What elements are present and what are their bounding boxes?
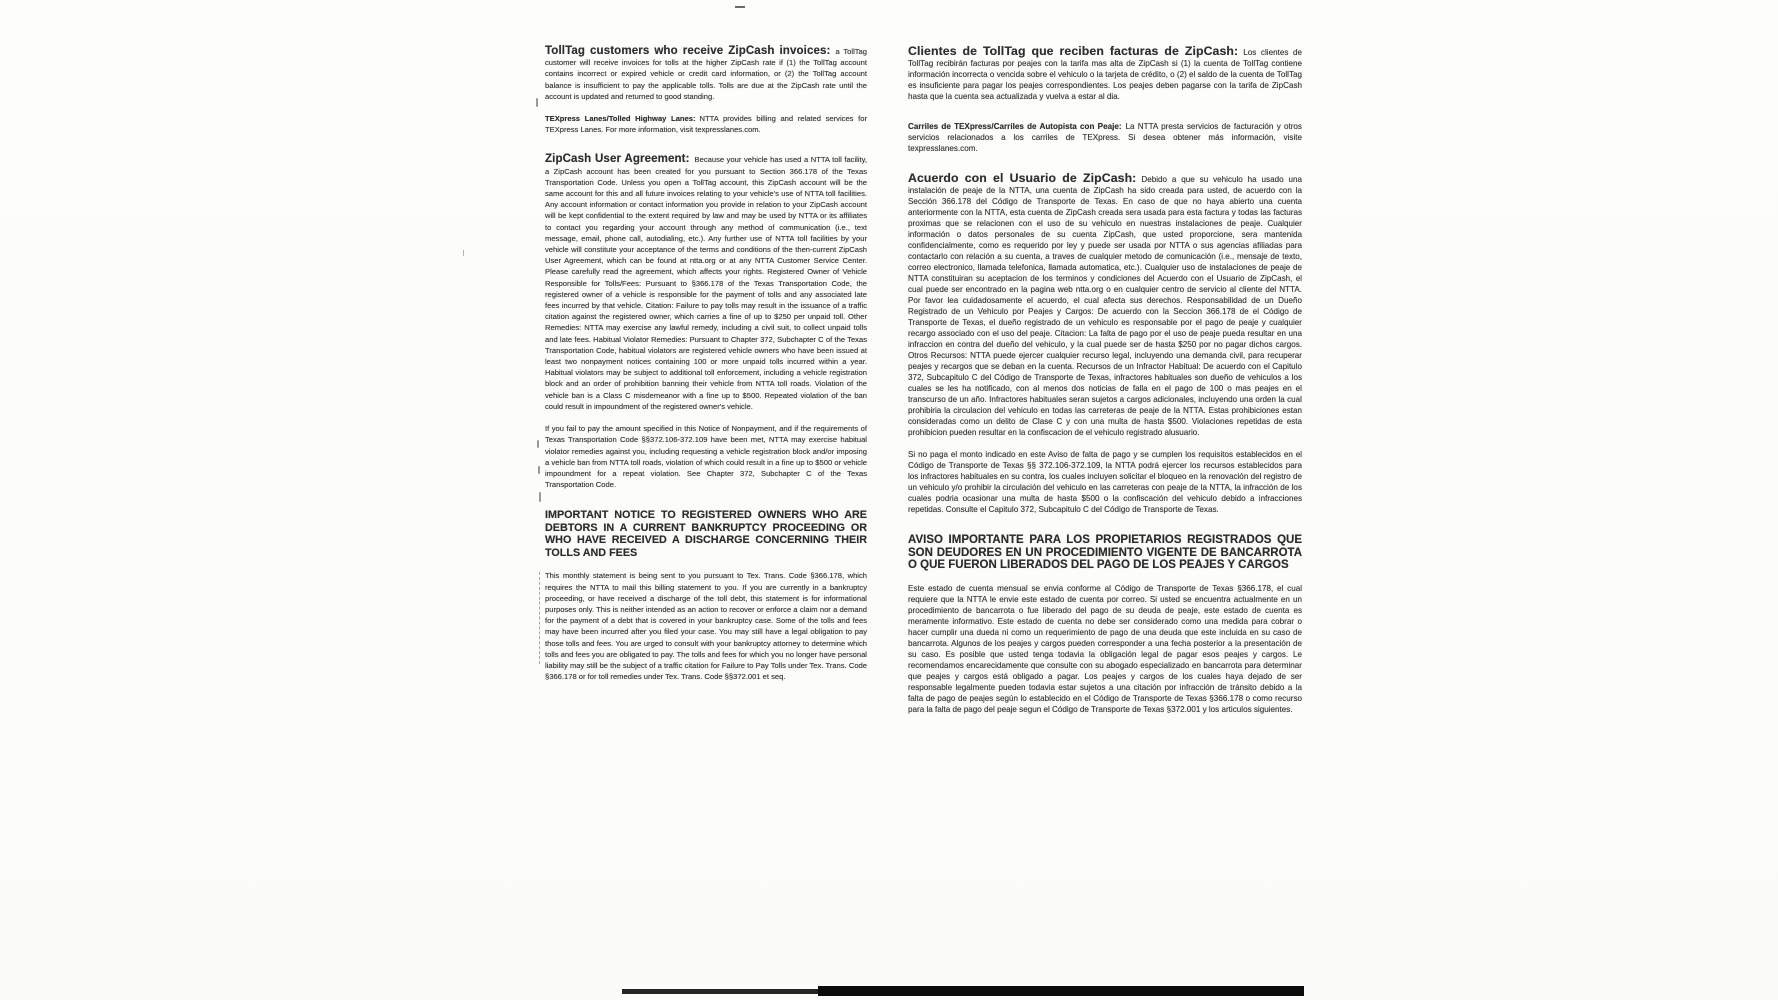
section-body: Si no paga el monto indicado en este Aviso de falta de pago y se cumplen los requisitos establecidos en el Código de Transporte de Texas §§ 372.106-372.109, la NTTA podrá ejercer los recursos establecidos para los infractores habituales en su contra, los cuales incluyen solicitar el bloqueo en la renovación del registro de un vehiculo y/o prohibir la circulación del vehiculo en las carreteras con peaje de la NTTA, la infracción de los cuales podria ocasionar una multa de hasta $500 o la confiscación del vehiculo debido a infracciones repetidas. Consulte el Capitulo 372, Subcapitulo C del Código de Transporte de Texas. <box>908 450 1302 514</box>
section-heading: Acuerdo con el Usuario de ZipCash: <box>908 171 1137 185</box>
acuerdo-usuario-zipcash-section <box>908 173 1302 438</box>
english-column <box>545 46 867 693</box>
scan-artifact-margin-tick <box>537 440 539 448</box>
scan-artifact-margin-tick <box>463 250 464 256</box>
scan-artifact-top-dash <box>735 6 745 8</box>
aviso-bancarrota-heading: AVISO IMPORTANTE PARA LOS PROPIETARIOS REGISTRADOS QUE SON DEUDORES EN UN PROCEDIMIENTO VIGENTE DE BANCARROTA O QUE FUERON LIBERADOS DEL PAGO DE LOS PEAJES Y CARGOS <box>908 534 1302 572</box>
scan-artifact-bottom-bar <box>622 989 820 994</box>
zipcash-user-agreement-section <box>545 154 867 412</box>
bankruptcy-notice-heading: IMPORTANT NOTICE TO REGISTERED OWNERS WHO ARE DEBTORS IN A CURRENT BANKRUPTCY PROCEEDING OR WHO HAVE RECEIVED A DISCHARGE CONCERNING THEIR TOLLS AND FEES <box>545 509 867 559</box>
section-body: Because your vehicle has used a NTTA toll facility, a ZipCash account has been created for you pursuant to Section 366.178 of the Texas Transportation Code. Unless you open a TollTag account, this ZipCash account will be the same account for this and all future invoices relating to your vehicle's use of NTTA toll facilities. Any account information or contact information you provide in relation to your ZipCash account will be kept confidential to the extent required by law and may be used by NTTA or its affiliates to contact you regarding your account through any method of communication (i.e., text message, email, phone call, autodialing, etc.). Any further use of NTTA toll facilities by your vehicle will constitute your acceptance of the terms and conditions of the then-current ZipCash User Agreement, which can be found at ntta.org or at any NTTA Customer Service Center. Please carefully read the agreement, which affects your rights. Registered Owner of Vehicle Responsible for Tolls/Fees: Pursuant to §366.178 of the Texas Transportation Code, the registered owner of a vehicle is responsible for the payment of tolls and any associated late fees incurred by that vehicle. Citation: Failure to pay tolls may result in the issuance of a traffic citation against the registered owner, which carries a fine of up to $250 per unpaid toll. Other Remedies: NTTA may exercise any lawful remedy, including a civil suit, to collect unpaid tolls and late fees. Habitual Violator Remedies: Pursuant to Chapter 372, Subchapter C of the Texas Transportation Code, habitual violators are registered vehicle owners who have been issued at least two nonpayment notices containing 100 or more unpaid tolls incurred within a year. Habitual violators may be subject to additional toll enforcement, including a vehicle registration block and an order of prohibition banning their vehicle from NTTA toll roads. Violation of the vehicle ban is a Class C misdemeanor with a fine up to $500. Repeated violation of the ban could result in impoundment of the registered owner's vehicle. <box>545 155 867 411</box>
clientes-tolltag-section <box>908 46 1302 102</box>
section-body: This monthly statement is being sent to you pursuant to Tex. Trans. Code §366.178, which requires the NTTA to mail this billing statement to you. If you are currently in a bankruptcy proceeding, or have received a discharge of the toll debt, this statement is for informational purposes only. This is neither intended as an action to recover or enforce a claim nor a demand for the payment of a debt that is covered in your bankruptcy case. Some of the tolls and fees may have been incurred after you filed your case. You may still have a legal obligation to pay those tolls and fees. You are urged to consult with your bankruptcy attorney to determine which tolls and fees you are obligated to pay. The tolls and fees for which you no longer have personal liability may still be the subject of a traffic citation for Failure to Pay Tolls under Tex. Trans. Code §366.178 or for toll remedies under Tex. Trans. Code §§372.001 et seq. <box>545 571 867 682</box>
section-heading: Clientes de TollTag que reciben facturas de ZipCash: <box>908 44 1239 58</box>
section-heading: Carriles de TEXpress/Carriles de Autopista con Peaje: <box>908 122 1122 131</box>
section-heading: TollTag customers who receive ZipCash invoices: <box>545 45 831 57</box>
section-body: Debido a que su vehiculo ha usado una instalación de peaje de la NTTA, una cuenta de ZipCash ha sido creada para usted, de acuerdo con la Sección 366.178 del Código de Transporte de Texas. En caso de que no haya abierto una cuenta anteriormente con la NTTA, esta cuenta de ZipCash creada sera usada para esta factura y todas las facturas proximas que se relacionen con el uso de su vehiculo en nuestras instalaciones de peaje. Cualquier información o datos personales de su cuenta ZipCash, que usted proporcione, sera mantenida confidencialmente, como es requerido por ley y puede ser usada por NTTA o sus agencias afiliadas para contactarlo con relación a su cuenta, a traves de cualquier metodo de comunicación (i.e., mensaje de texto, correo electronico, llamada telefonica, llamada automatica, etc.). Cualquier uso de instalaciones de peaje de NTTA constituiran su aceptacion de los terminos y condiciones del Acuerdo con el Usuario de ZipCash, el cual puede ser encontrado en la pagina web ntta.org o en cualquier centro de servicio al cliente del NTTA. Por favor lea cuidadosamente el acuerdo, el cual afecta sus derechos. Responsabilidad de un Dueño Registrado de un Vehiculo por Peajes y Cargos: De acuerdo con la Seccion 366.178 de el Código de Transporte de Texas, el dueño registrado de un vehiculo es responsable por el pago de peaje y cualquier recargo associado con el uso del peaje. Citacion: La falta de pago por el uso de peaje pueda resultar en una infraccion en contra del dueño del vehiculo, y la cual puede ser de hasta $250 por no pagar dichos cargos. Otros Recursos: NTTA puede ejercer cualquier recurso legal, incluyendo una demanda civil, para recuperar peajes y recargos que se deban en la cuenta. Recursos de un Infractor Habitual: De acuerdo con el Capitulo 372, Subcapitulo C del Código de Transporte de Texas, infractores habituales son dueño de vehiculos a los cuales se les ha notificado, con al menos dos noticias de falla en el pago de 100 o mas peajes en el transcurso de un año. Infractores habituales seran sujetos a cargos adicionales, incluyendo una orden la cual prohibiria la circulacion del vehiculo en todas las carreteras de peaje de la NTTA. Estas prohibiciones estan consideradas como un delito de Clase C y con una multa de hasta $500. Violaciones repetidas de esta prohibicion pueden resultar en la confiscacion de el vehiculo registrado alusuario. <box>908 175 1302 437</box>
notice-of-nonpayment-paragraph <box>545 423 867 490</box>
carriles-texpress-section <box>908 121 1302 154</box>
scan-artifact-bottom-bar <box>818 986 1304 996</box>
section-body: La NTTA presta servicios de facturación y otros servicios relacionados a los carriles de TEXpress. Si desea obtener más información, visite texpresslanes.com. <box>908 122 1302 153</box>
section-body: NTTA provides billing and related services for TEXpress Lanes. For more information, visit texpresslanes.com. <box>545 114 867 135</box>
scan-artifact-margin-tick <box>539 492 541 502</box>
section-body: a TollTag customer will receive invoices for tolls at the higher ZipCash rate if (1) the TollTag account contains incorrect or expired vehicle or credit card information, or (2) the TollTag account balance is insufficient to pay the applicable tolls. Tolls are due at the ZipCash rate until the account is updated and returned to good standing. <box>545 47 867 101</box>
bankruptcy-notice-paragraph <box>545 570 867 682</box>
aviso-falta-de-pago-paragraph <box>908 449 1302 515</box>
tolltag-zipcash-invoices-section <box>545 46 867 102</box>
section-heading: ZipCash User Agreement: <box>545 153 690 166</box>
section-body: Este estado de cuenta mensual se envia conforme al Código de Transporte de Texas §366.178, el cual requiere que la NTTA le envie este estado de cuenta por correo. Si usted se encuentra actualmente en un procedimiento de bancarrota o fue liberado del pago de su deuda de peaje, este estado de cuenta es meramente informativo. Este estado de cuenta no debe ser considerado como una medida para cobrar o hacer cumplir una dueda ni como un requerimiento de pago de una deuda que este incluida en su caso de bancarrota. Algunos de los peajes y cargos pueden corresponder a una fecha posterior a la presentación de su caso. Es posible que usted tenga todavia la obligación legal de pagar esos peajes y cargos. Le recomendamos encarecidamente que consulte con su abogado especializado en bancarrota para determinar que peajes y cargos está obligado a pagar. Los peajes y cargos de los cuales haya dejado de ser responsable legalmente pueden todavia estar sujetos a una citación por infracción de tránsito debido a la falta de pago de peajes según lo establecido en el Código de Transporte de Texas §366.178 o como recurso para la falta de pago del peaje segun el Código de Transporte de Texas §372.001 y los articulos siguientes. <box>908 583 1302 714</box>
scan-artifact-margin-tick <box>538 466 540 474</box>
scan-artifact-dotted-edge <box>539 572 540 664</box>
texpress-lanes-section <box>545 113 867 135</box>
scan-artifact-margin-tick <box>536 98 538 107</box>
spanish-column <box>908 46 1302 726</box>
section-body: Los clientes de TollTag recibirán facturas por peajes con la tarifa mas alta de ZipCash si (1) la cuenta de TollTag contiene información incorrecta o vencida sobre el vehiculo o la tarjeta de crédito, o (2) el saldo de la cuenta de TollTag es insuficiente para pagar los peajes correspondientes. Los peajes deben pagarse con la tarifa de ZipCash hasta que la cuenta sea actualizada y vuelva a estar al dia. <box>908 48 1302 101</box>
aviso-bancarrota-paragraph <box>908 583 1302 715</box>
section-body: If you fail to pay the amount specified in this Notice of Nonpayment, and if the requirements of Texas Transportation Code §§372.106-372.109 have been met, NTTA may exercise habitual violator remedies against you, including requesting a vehicle registration block and/or imposing a vehicle ban from NTTA toll roads, violation of which could result in a fine up to $500 or vehicle impoundment for a repeat violation. See Chapter 372, Subchapter C of the Texas Transportation Code. <box>545 424 867 490</box>
section-heading: TEXpress Lanes/Tolled Highway Lanes: <box>545 114 696 124</box>
